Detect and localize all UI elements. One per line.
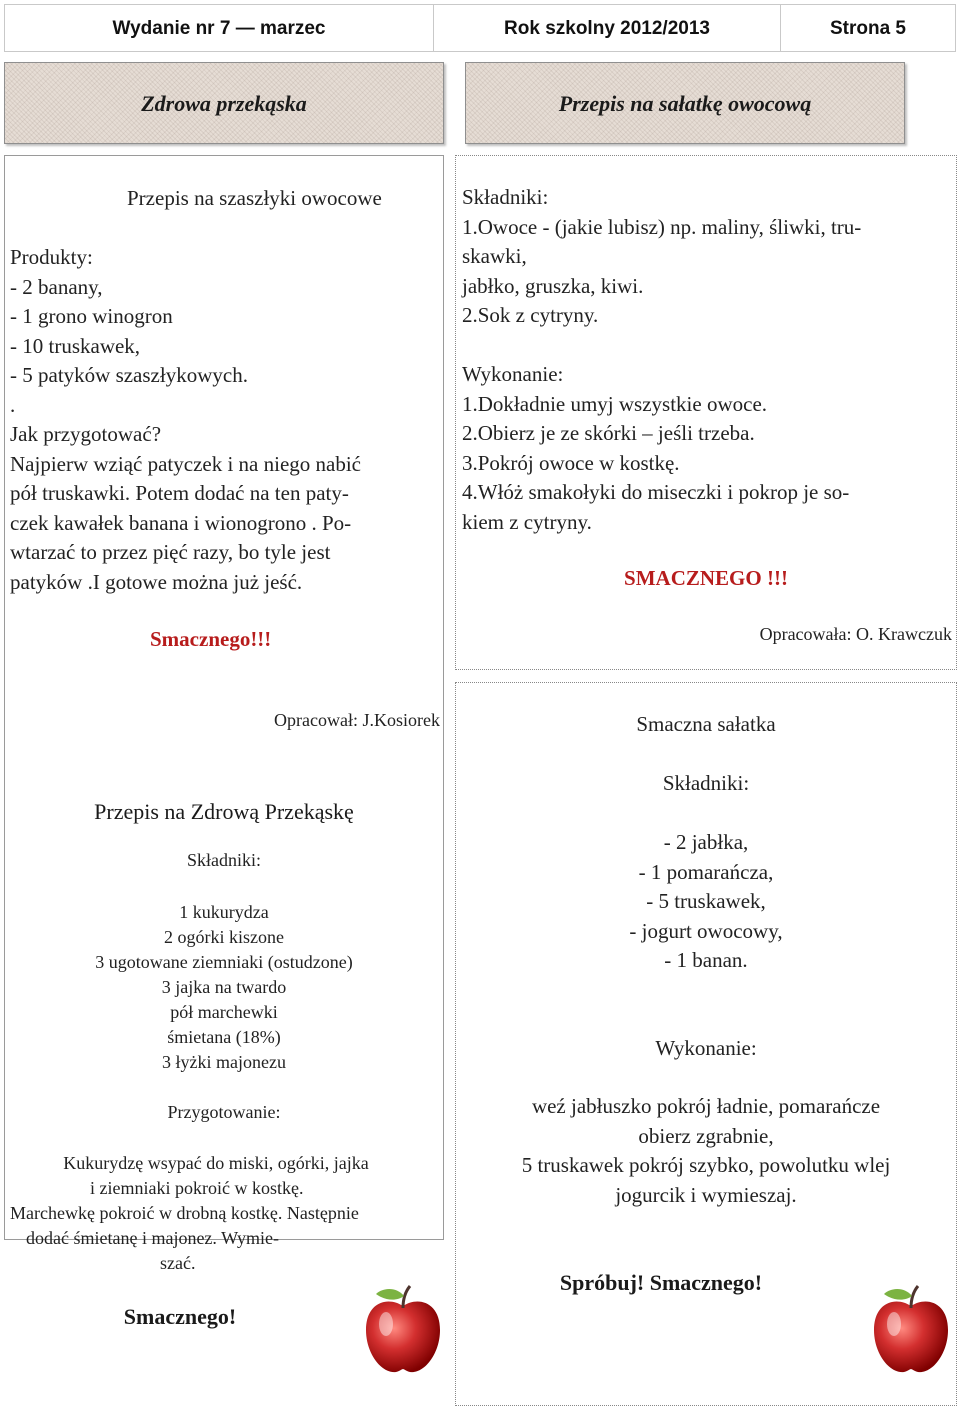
fruit-salad-author: Opracowała: O. Krawczuk: [759, 624, 952, 644]
recipe-line: 2.Sok z cytryny.: [462, 303, 599, 327]
recipe-line: 3.Pokrój owoce w kostkę.: [462, 450, 680, 475]
recipe-line: kiem z cytryny.: [462, 509, 592, 534]
skewers-closing: Smacznego!!!: [150, 627, 272, 651]
recipe-line: 2.Obierz je ze skórki – jeśli trzeba.: [462, 421, 755, 445]
apple-icon: [866, 1282, 956, 1378]
apple-icon: [358, 1282, 448, 1378]
recipe-line: czek kawałek banana i wionogrono . Po-: [10, 510, 352, 535]
banner-fruit-salad: Przepis na sałatkę owocową: [465, 62, 905, 144]
recipe-line: 1.Dokładnie umyj wszystkie owoce.: [462, 391, 768, 416]
skewers-author: Opracował: J.Kosiorek: [274, 710, 440, 730]
recipe-line: skawki,: [462, 244, 527, 268]
recipe-line: .: [10, 392, 16, 417]
ingredient-item: śmietana (18%): [167, 1027, 281, 1047]
fruit-salad-closing: SMACZNEGO !!!: [624, 566, 788, 590]
issue-label: Wydanie nr 7 — marzec: [112, 18, 326, 39]
snack-title: Przepis na Zdrową Przekąskę: [94, 799, 354, 824]
ingredient-item: - 2 jabłka,: [663, 830, 749, 854]
snack-prep: [10, 1151, 440, 1276]
tasty-salad-title: Smaczna sałatka: [636, 712, 776, 736]
ingredient-item: - jogurt owocowy,: [629, 918, 783, 943]
recipe-line: patyków .I gotowe można już jeść.: [10, 569, 303, 594]
recipe-line: Jak przygotować?: [10, 422, 162, 446]
recipe-line: 1.Owoce - (jakie lubisz) np. maliny, śliwki, tru-: [462, 214, 862, 239]
recipe-line: 4.Włóż smakołyki do miseczki i pokrop je so-: [462, 480, 850, 504]
school-year-label: Rok szkolny 2012/2013: [504, 18, 710, 39]
tasty-salad-ingredients: [455, 828, 957, 976]
prep-line: dodać śmietanę i majonez. Wymie-: [26, 1228, 279, 1248]
recipe-line: Składniki:: [462, 185, 549, 209]
skewers-body: [10, 243, 442, 597]
recipe-line: wtarzać to przez pięć razy, bo tyle jest: [10, 540, 331, 564]
ingredient-item: 3 ugotowane ziemniaki (ostudzone): [95, 952, 353, 972]
prep-line: szać.: [160, 1253, 196, 1273]
ingredient-item: 2 ogórki kiszone: [164, 927, 284, 947]
ingredient-item: 1 kukurydza: [179, 902, 269, 922]
snack-ingredients-label: Składniki:: [186, 850, 261, 870]
tasty-salad-ingredients-label: Składniki:: [662, 771, 750, 795]
banner-healthy-snack: Zdrowa przekąska: [4, 62, 444, 144]
recipe-line: [462, 331, 954, 361]
method-line: obierz zgrabnie,: [638, 1123, 774, 1148]
ingredient-item: - 5 truskawek,: [646, 889, 766, 913]
prep-line: i ziemniaki pokroić w kostkę.: [90, 1178, 304, 1198]
recipe-line: Produkty:: [10, 245, 93, 269]
ingredient-item: 3 łyżki majonezu: [162, 1052, 286, 1072]
recipe-line: - 2 banany,: [10, 274, 103, 299]
method-line: jogurcik i wymieszaj.: [615, 1182, 797, 1207]
recipe-line: pół truskawki. Potem dodać na ten paty-: [10, 481, 349, 505]
tasty-salad-closing: Spróbuj! Smacznego!: [559, 1270, 763, 1295]
fruit-salad-body: [462, 183, 954, 537]
prep-line: Kukurydzę wsypać do miski, ogórki, jajka: [63, 1153, 369, 1173]
ingredient-item: - 1 pomarańcza,: [638, 859, 774, 884]
recipe-line: - 1 grono winogron: [10, 304, 173, 328]
page-header: [4, 4, 956, 52]
recipe-line: - 5 patyków szaszłykowych.: [10, 363, 248, 387]
ingredient-item: pół marchewki: [170, 1002, 278, 1022]
ingredient-item: 3 jajka na twardo: [161, 977, 287, 997]
snack-prep-label: Przygotowanie:: [167, 1102, 281, 1122]
tasty-salad-method-label: Wykonanie:: [655, 1036, 757, 1060]
method-line: weź jabłuszko pokrój ładnie, pomarańcze: [531, 1094, 881, 1118]
method-line: 5 truskawek pokrój szybko, powolutku wlej: [521, 1153, 891, 1177]
page-number: Strona 5: [829, 18, 907, 39]
recipe-line: - 10 truskawek,: [10, 333, 141, 358]
snack-closing: Smacznego!: [123, 1304, 237, 1329]
snack-ingredients: [4, 900, 444, 1075]
ingredient-item: - 1 banan.: [664, 948, 748, 972]
prep-line: Marchewkę pokroić w drobną kostkę. Następnie: [10, 1203, 359, 1223]
skewers-title: Przepis na szaszłyki owocowe: [127, 186, 382, 210]
recipe-line: jabłko, gruszka, kiwi.: [462, 273, 644, 298]
recipe-line: Wykonanie:: [462, 362, 564, 386]
tasty-salad-method: [455, 1092, 957, 1210]
recipe-line: Najpierw wziąć patyczek i na niego nabić: [10, 451, 362, 476]
